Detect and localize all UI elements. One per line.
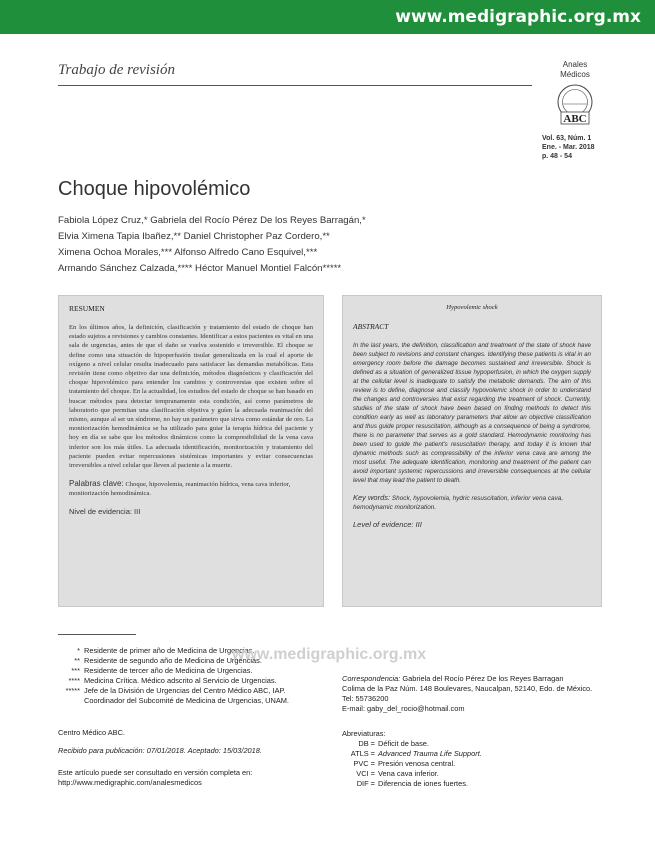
abbreviations xyxy=(342,729,602,789)
banner-url[interactable]: www.medigraphic.org.mx xyxy=(395,7,641,27)
keywords-text: Choque, hipovolemia, reanimación hídrica, vena cava inferior, monitorización hemodinámica. xyxy=(69,481,291,498)
abbreviation-row xyxy=(342,759,602,769)
abstract-keywords xyxy=(353,493,591,512)
received-dates: Recibido para publicación: 07/01/2018. Aceptado: 15/03/2018. xyxy=(58,746,262,755)
keywords-label: Palabras clave: xyxy=(69,479,124,489)
abbreviation-row xyxy=(342,779,602,789)
footnote-text: Jefe de la División de Urgencias del Centro Médico ABC, IAP. Coordinador del Subcomité de Medicina de Urgencias, UNAM. xyxy=(84,686,289,705)
footnote-mark: ***** xyxy=(65,686,80,695)
abbreviation-value: Presión venosa central. xyxy=(378,759,456,768)
seal-text: ABC xyxy=(563,113,587,125)
abbreviation-value: Déficit de base. xyxy=(378,739,429,748)
abbreviation-value: Advanced Trauma Life Support. xyxy=(378,749,482,758)
abbreviation-row xyxy=(342,739,602,749)
abstract-heading: ABSTRACT xyxy=(353,322,389,331)
footnote-mark: **** xyxy=(68,676,80,685)
keywords-text: Shock, hypovolemia, hydric resuscitation, inferior vena cava, hemodynamic monitorization. xyxy=(353,495,564,511)
footnote-text: Residente de tercer año de Medicina de Urgencias. xyxy=(84,666,253,675)
abstract-box xyxy=(342,295,602,607)
footnote xyxy=(58,686,320,706)
footnote-mark: ** xyxy=(74,656,80,665)
author-line: Armando Sánchez Calzada,**** Héctor Manuel Montiel Falcón***** xyxy=(58,263,342,274)
section-title: Trabajo de revisión xyxy=(58,62,175,78)
correspondence-tel: Tel: 55736200 xyxy=(342,694,389,703)
abbreviation-key: ATLS = xyxy=(350,749,375,758)
author-list xyxy=(58,213,366,277)
abstract-body: In the last years, the definition, classification and treatment of the state of shock have been subject to revisions and constant changes. Identifying these patients is vital in an emergency room before the damage becomes sustained and irreversible. Shock is defined as a situation of generalized tissue hypoperfusion, in which the oxygen supply at the cellular level is inadequate to satisfy the metabolic demands. The aim of this review is to define, diagnose and classify hypovolemic shock in order to understand the changes and controversies that exist regarding the treatment of shock. Currently, studies of the state of shock have been based on finding methods to detect this condition early as well as laboratory parameters that allow an objective classification and thus guide proper resuscitation, although as a consequence of being a syndrome, there is no parameter that serves as a gold standard. Hemodynamic monitoring has been used to guide the patient's resuscitation therapy, and today it is known that dynamic methods such as compressibility of the inferior vena cava are among the most useful. The adequate identification, monitoring and treatment of the patient can avoid important systemic repercussions and irreversible consequences at the cellular level that may lead the patient to death. xyxy=(353,342,591,484)
resumen-body: En los últimos años, la definición, clasificación y tratamiento del estado de choque han estado sujetos a revisiones y cambios constantes. Identificar a estos pacientes es vital en una sala de urgencias, antes de que el daño se vuelva sostenido e irreversible. El choque se define como una situación de hipoperfusión tisular generalizada en la cual el aporte de oxígeno a nivel celular resulta inadecuado para satisfacer las demandas metabólicas. Esta revisión tiene como objetivo dar una definición, métodos diagnósticos y clasificación del choque hipovolémico para entender los cambios y controversias que existen sobre el tratamiento del choque. En la actualidad, los estudios del estado de choque se han basado en buscar métodos para detectar tempranamente esta condición, así como parámetros de laboratorio que permitan una clasificación objetiva y guíen la adecuada reanimación del mismo, aunque al ser un síndrome, no hay un parámetro que sirva como estándar de oro. La monitorización hemodinámica se ha utilizado para guiar la terapia hídrica del paciente y hoy en día se sabe que los métodos dinámicos como la compresibilidad de la vena cava inferior son los más útiles. La adecuada identificación, monitorización y tratamiento del paciente pueden evitar repercusiones sistémicas importantes y evitar consecuencias irreversibles a nivel celular que lleven al paciente a la muerte. xyxy=(69,324,313,470)
journal-name-line2: Médicos xyxy=(560,70,590,79)
abbreviation-key: DB = xyxy=(358,739,375,748)
keywords-label: Key words: xyxy=(353,493,391,502)
author-line: Elvia Ximena Tapia Ibañez,** Daniel Christopher Paz Cordero,** xyxy=(58,231,330,242)
correspondence-email[interactable]: E-mail: gaby_del_rocio@hotmail.com xyxy=(342,704,465,713)
abbreviation-row xyxy=(342,769,602,779)
resumen-keywords xyxy=(69,479,313,498)
footnote-text: Residente de primer año de Medicina de Urgencias. xyxy=(84,646,255,655)
footnote-mark: *** xyxy=(71,666,80,675)
author-line: Fabiola López Cruz,* Gabriela del Rocío Pérez De los Reyes Barragán,* xyxy=(58,215,366,226)
abbreviations-heading: Abreviaturas: xyxy=(342,729,386,738)
resumen-box xyxy=(58,295,324,607)
footnote xyxy=(58,666,320,676)
abbreviation-key: PVC = xyxy=(353,759,375,768)
abstract-top-label: Hypovolemic shock xyxy=(446,304,498,311)
abbreviation-value: Vena cava inferior. xyxy=(378,769,439,778)
correspondence-label: Correspondencia: xyxy=(342,674,401,683)
top-banner xyxy=(0,0,655,34)
center-name: Centro Médico ABC. xyxy=(58,728,125,737)
abbreviation-key: VCI = xyxy=(356,769,375,778)
footnote xyxy=(58,676,320,686)
footnote-text: Medicina Crítica. Médico adscrito al Servicio de Urgencias. xyxy=(84,676,277,685)
footnote-divider xyxy=(58,634,136,635)
online-note xyxy=(58,768,308,788)
journal-logo xyxy=(540,60,610,131)
journal-name-line1: Anales xyxy=(562,60,588,69)
correspondence xyxy=(342,674,602,714)
resumen-heading: RESUMEN xyxy=(69,304,105,313)
header-divider xyxy=(58,85,532,86)
abc-seal-icon xyxy=(553,82,597,126)
correspondence-name: Gabriela del Rocío Pérez De los Reyes Barragan xyxy=(402,674,564,683)
correspondence-address: Colima de la Paz Núm. 148 Boulevares, Naucalpan, 52140, Edo. de México. xyxy=(342,684,593,693)
online-link[interactable]: http://www.medigraphic.com/analesmedicos xyxy=(58,778,202,787)
abstract-level: Level of evidence: III xyxy=(353,520,422,529)
correspondence-name-line xyxy=(342,674,602,684)
volume: Vol. 63, Núm. 1 xyxy=(542,135,592,142)
author-line: Ximena Ochoa Morales,*** Alfonso Alfredo Cano Esquivel,*** xyxy=(58,247,318,258)
online-text: Este artículo puede ser consultado en versión completa en: xyxy=(58,768,253,777)
abbreviation-key: DIF = xyxy=(356,779,375,788)
resumen-level: Nivel de evidencia: III xyxy=(69,507,141,517)
issue-date: Ene. - Mar. 2018 xyxy=(542,144,595,151)
article-title: Choque hipovolémico xyxy=(58,178,251,200)
abbreviation-row xyxy=(342,749,602,759)
abbreviation-value: Diferencia de iones fuertes. xyxy=(378,779,468,788)
volume-info xyxy=(542,134,622,161)
footnote-text: Residente de segundo año de Medicina de Urgencias. xyxy=(84,656,262,665)
pages: p. 48 - 54 xyxy=(542,153,572,160)
footnote-mark: * xyxy=(77,646,80,655)
watermark: www.medigraphic.org.mx xyxy=(232,646,427,663)
